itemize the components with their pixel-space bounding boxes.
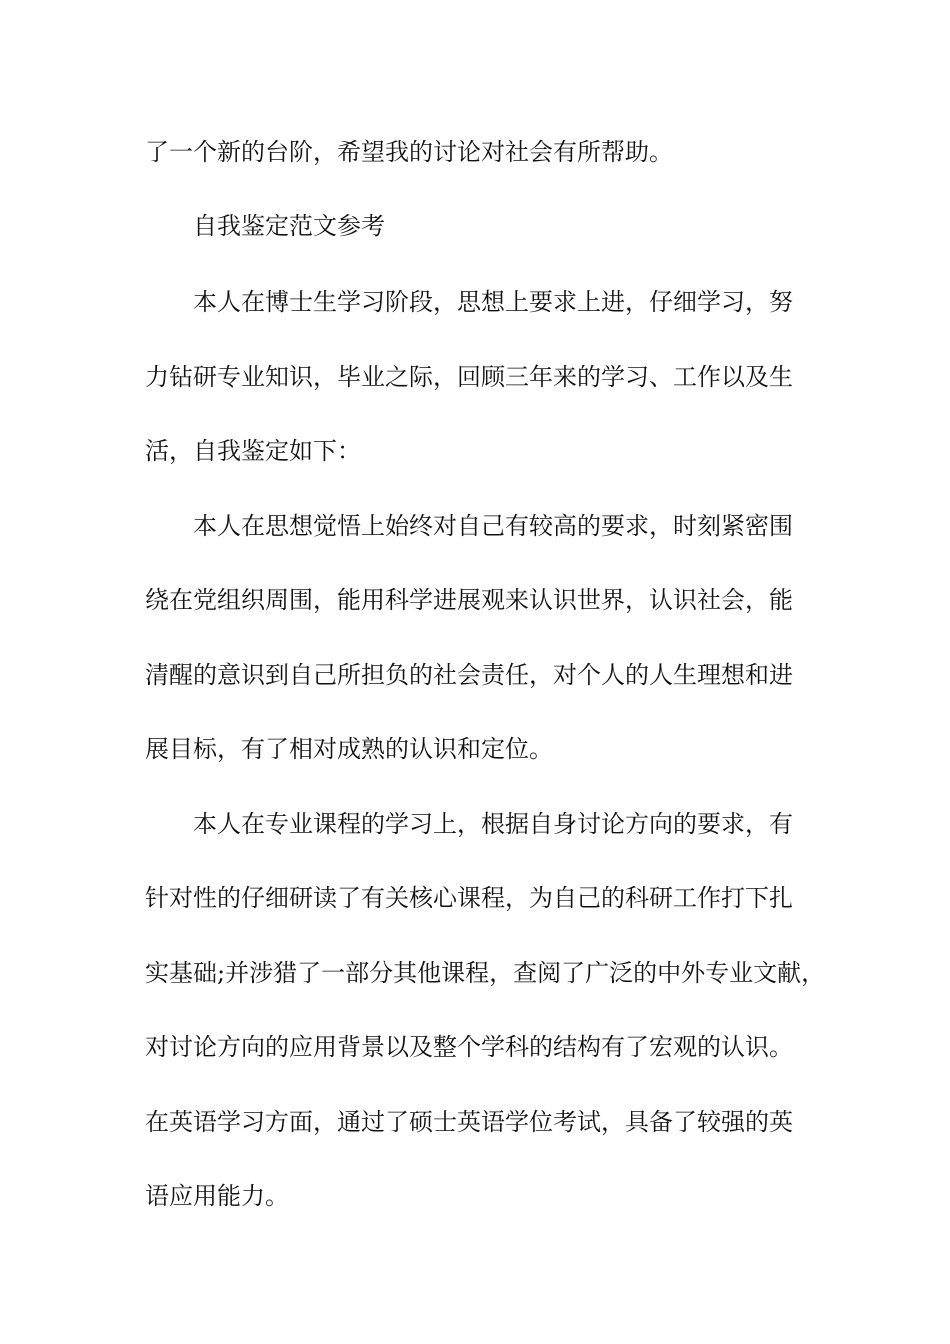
text-line-15: 语应用能力。 [145, 1182, 289, 1210]
text-line-10: 本人在专业课程的学习上，根据自身讨论方向的要求，有 [193, 810, 793, 838]
text-line-14: 在英语学习方面，通过了硕士英语学位考试，具备了较强的英 [145, 1108, 793, 1136]
text-line-5: 活，自我鉴定如下： [145, 437, 361, 465]
text-line-3: 本人在博士生学习阶段，思想上要求上进，仔细学习，努 [193, 288, 793, 316]
text-line-6: 本人在思想觉悟上始终对自己有较高的要求，时刻紧密围 [193, 512, 793, 540]
text-line-9: 展目标，有了相对成熟的认识和定位。 [145, 735, 553, 763]
text-line-1: 了一个新的台阶，希望我的讨论对社会有所帮助。 [145, 138, 673, 166]
text-line-7: 绕在党组织周围，能用科学进展观来认识世界，认识社会，能 [145, 586, 793, 614]
text-line-13: 对讨论方向的应用背景以及整个学科的结构有了宏观的认识。 [145, 1033, 793, 1061]
text-line-11: 针对性的仔细研读了有关核心课程，为自己的科研工作打下扎 [145, 884, 793, 912]
section-heading: 自我鉴定范文参考 [193, 212, 385, 240]
text-line-4: 力钻研专业知识，毕业之际，回顾三年来的学习、工作以及生 [145, 363, 793, 391]
text-line-8: 清醒的意识到自己所担负的社会责任，对个人的人生理想和进 [145, 661, 793, 689]
text-line-12: 实基础;并涉猎了一部分其他课程，查阅了广泛的中外专业文献， [145, 959, 826, 987]
